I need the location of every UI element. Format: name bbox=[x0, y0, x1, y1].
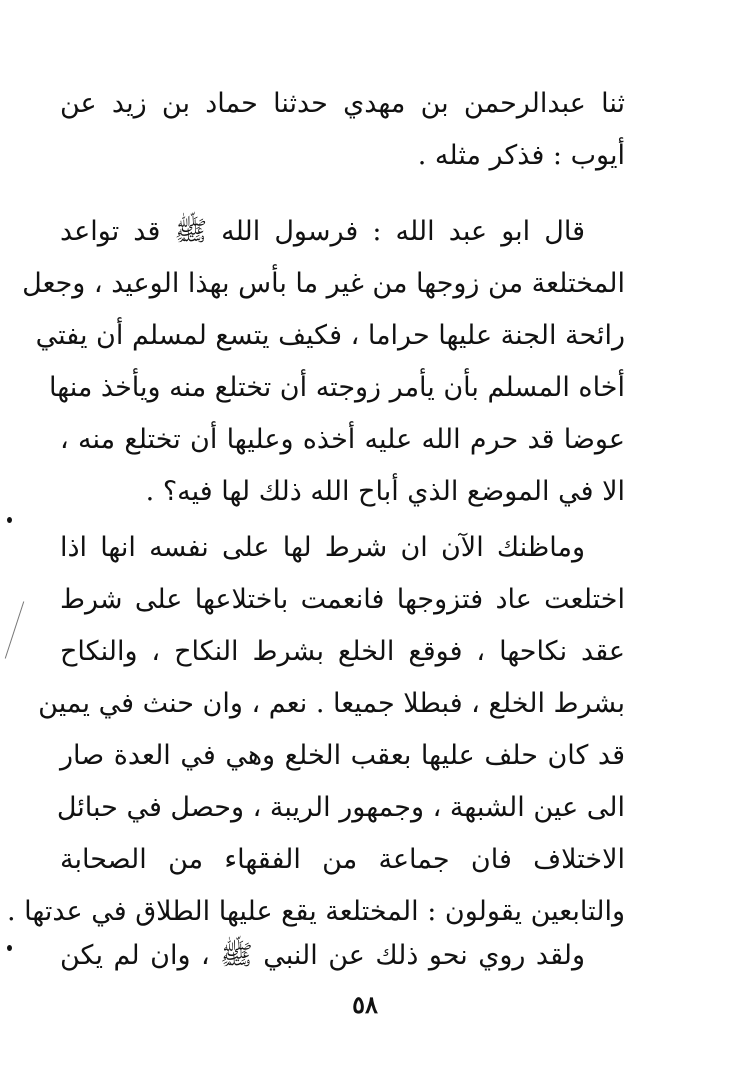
text-line: قد كان حلف عليها بعقب الخلع وهي في العدة صار bbox=[60, 740, 625, 771]
text-line: اختلعت عاد فتزوجها فانعمت باختلاعها على شرط bbox=[60, 584, 625, 615]
text-line: ثنا عبدالرحمن بن مهدي حدثنا حماد بن زيد عن bbox=[60, 88, 625, 119]
text-line: بشرط الخلع ، فبطلا جميعا . نعم ، وان حنث في يمين bbox=[38, 688, 625, 719]
text-line: الا في الموضع الذي أباح الله ذلك لها فيه؟ . bbox=[145, 476, 625, 507]
text-line: الاختلاف فان جماعة من الفقهاء من الصحابة bbox=[60, 844, 625, 875]
paragraph-isnad bbox=[60, 78, 625, 182]
text-line: وماظنك الآن ان شرط لها على نفسه انها اذا bbox=[60, 532, 585, 563]
text-line: المختلعة من زوجها من غير ما بأس بهذا الوعيد ، وجعل bbox=[22, 268, 625, 299]
paragraph-commentary bbox=[22, 206, 625, 518]
paragraph-argument bbox=[6, 522, 625, 938]
text-line: عقد نكاحها ، فوقع الخلع بشرط النكاح ، والنكاح bbox=[60, 636, 625, 667]
margin-dot bbox=[7, 517, 12, 523]
text-line: رائحة الجنة عليها حراما ، فكيف يتسع لمسلم أن يفتي bbox=[35, 320, 625, 351]
text-line: والتابعين يقولون : المختلعة يقع عليها الطلاق في عدتها . bbox=[6, 896, 625, 927]
text-line: قال ابو عبد الله : فرسول الله ﷺ قد تواعد bbox=[60, 216, 585, 247]
text-line: أخاه المسلم بأن يأمر زوجته أن تختلع منه ويأخذ منها bbox=[49, 372, 625, 403]
paragraph-continuation bbox=[60, 930, 625, 982]
page-number: ٥٨ bbox=[352, 990, 378, 1019]
text-line: أيوب : فذكر مثله . bbox=[417, 140, 625, 171]
text-line: عوضا قد حرم الله عليه أخذه وعليها أن تختلع منه ، bbox=[60, 424, 625, 455]
margin-dot bbox=[7, 945, 12, 951]
text-line: ولقد روي نحو ذلك عن النبي ﷺ ، وان لم يكن bbox=[60, 940, 585, 971]
text-line: الى عين الشبهة ، وجمهور الريبة ، وحصل في حبائل bbox=[56, 792, 625, 823]
margin-scratch-mark bbox=[5, 601, 24, 658]
